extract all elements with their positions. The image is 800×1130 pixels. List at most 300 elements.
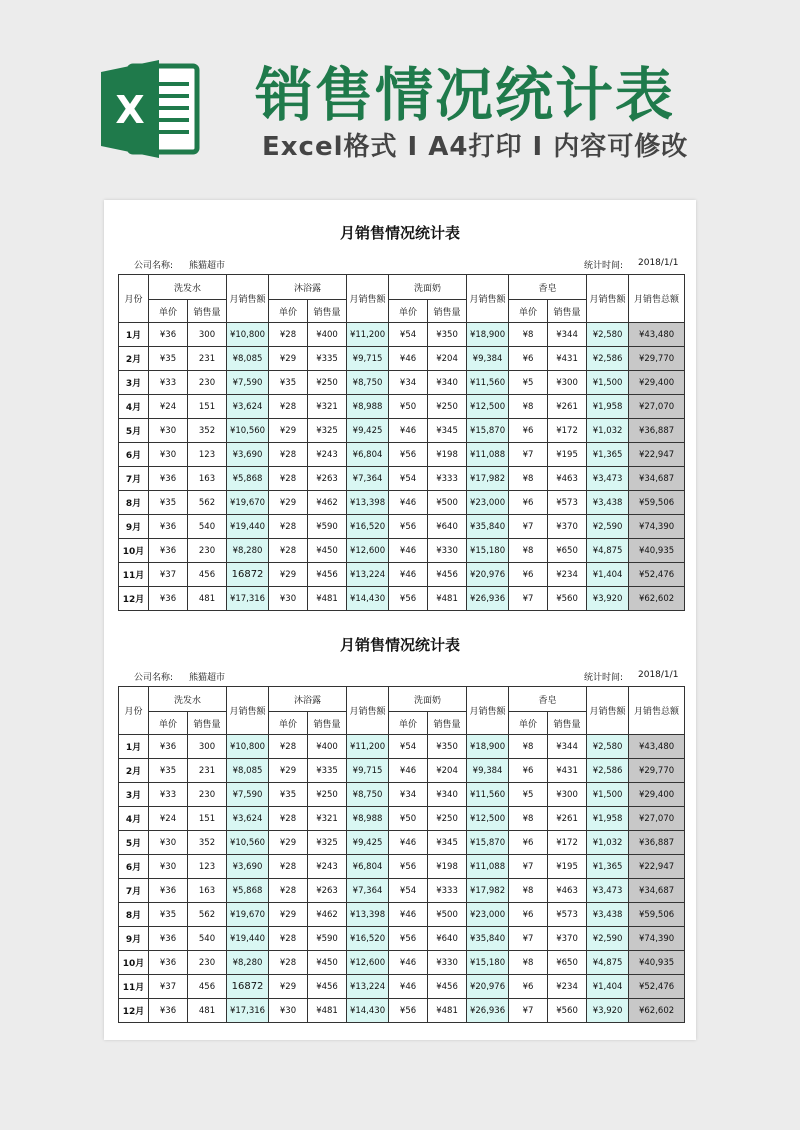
table-cell[interactable]: ¥56 bbox=[389, 443, 428, 467]
grand-total-cell[interactable]: ¥74,390 bbox=[629, 927, 685, 951]
monthly-amount-cell[interactable]: ¥14,430 bbox=[347, 999, 389, 1023]
table-cell[interactable]: ¥560 bbox=[548, 999, 587, 1023]
table-cell[interactable]: ¥34 bbox=[389, 783, 428, 807]
monthly-amount-cell[interactable]: ¥7,590 bbox=[227, 371, 269, 395]
monthly-amount-cell[interactable]: ¥2,580 bbox=[587, 323, 629, 347]
grand-total-cell[interactable]: ¥40,935 bbox=[629, 539, 685, 563]
table-cell[interactable]: ¥29 bbox=[269, 759, 308, 783]
monthly-amount-cell[interactable]: ¥9,384 bbox=[467, 347, 509, 371]
table-cell[interactable]: ¥263 bbox=[308, 467, 347, 491]
table-cell[interactable]: ¥573 bbox=[548, 491, 587, 515]
table-cell[interactable]: ¥243 bbox=[308, 855, 347, 879]
table-cell[interactable]: ¥28 bbox=[269, 951, 308, 975]
monthly-amount-cell[interactable]: ¥5,868 bbox=[227, 879, 269, 903]
table-cell[interactable]: ¥456 bbox=[308, 563, 347, 587]
monthly-amount-cell[interactable]: ¥11,560 bbox=[467, 783, 509, 807]
table-cell[interactable]: ¥30 bbox=[269, 999, 308, 1023]
table-cell[interactable]: ¥28 bbox=[269, 539, 308, 563]
table-cell[interactable]: ¥261 bbox=[548, 395, 587, 419]
monthly-amount-cell[interactable]: ¥16,520 bbox=[347, 927, 389, 951]
monthly-amount-cell[interactable]: ¥11,088 bbox=[467, 443, 509, 467]
table-cell[interactable]: ¥28 bbox=[269, 323, 308, 347]
month-cell[interactable]: 11月 bbox=[119, 563, 149, 587]
monthly-amount-cell[interactable]: ¥19,440 bbox=[227, 515, 269, 539]
month-cell[interactable]: 6月 bbox=[119, 855, 149, 879]
table-cell[interactable]: 540 bbox=[188, 515, 227, 539]
grand-total-cell[interactable]: ¥36,887 bbox=[629, 419, 685, 443]
monthly-amount-cell[interactable]: ¥12,500 bbox=[467, 395, 509, 419]
table-cell[interactable]: ¥198 bbox=[428, 443, 467, 467]
table-cell[interactable]: 456 bbox=[188, 563, 227, 587]
table-cell[interactable]: ¥261 bbox=[548, 807, 587, 831]
grand-total-cell[interactable]: ¥52,476 bbox=[629, 975, 685, 999]
monthly-amount-cell[interactable]: ¥8,280 bbox=[227, 951, 269, 975]
month-cell[interactable]: 7月 bbox=[119, 467, 149, 491]
monthly-amount-cell[interactable]: ¥8,085 bbox=[227, 347, 269, 371]
monthly-amount-cell[interactable]: ¥10,560 bbox=[227, 419, 269, 443]
table-cell[interactable]: ¥35 bbox=[269, 371, 308, 395]
table-cell[interactable]: ¥6 bbox=[509, 419, 548, 443]
table-cell[interactable]: ¥56 bbox=[389, 855, 428, 879]
grand-total-cell[interactable]: ¥22,947 bbox=[629, 855, 685, 879]
table-cell[interactable]: ¥250 bbox=[308, 371, 347, 395]
table-cell[interactable]: ¥640 bbox=[428, 515, 467, 539]
table-cell[interactable]: ¥50 bbox=[389, 807, 428, 831]
month-cell[interactable]: 4月 bbox=[119, 807, 149, 831]
month-cell[interactable]: 3月 bbox=[119, 783, 149, 807]
table-cell[interactable]: ¥29 bbox=[269, 903, 308, 927]
table-cell[interactable]: ¥8 bbox=[509, 735, 548, 759]
table-cell[interactable]: ¥8 bbox=[509, 323, 548, 347]
table-cell[interactable]: ¥24 bbox=[149, 807, 188, 831]
monthly-amount-cell[interactable]: ¥6,804 bbox=[347, 855, 389, 879]
table-cell[interactable]: ¥36 bbox=[149, 999, 188, 1023]
table-cell[interactable]: ¥335 bbox=[308, 347, 347, 371]
grand-total-cell[interactable]: ¥62,602 bbox=[629, 999, 685, 1023]
table-cell[interactable]: ¥234 bbox=[548, 975, 587, 999]
table-cell[interactable]: ¥481 bbox=[308, 999, 347, 1023]
table-cell[interactable]: ¥5 bbox=[509, 783, 548, 807]
table-cell[interactable]: ¥7 bbox=[509, 443, 548, 467]
monthly-amount-cell[interactable]: ¥9,715 bbox=[347, 759, 389, 783]
table-cell[interactable]: ¥481 bbox=[308, 587, 347, 611]
monthly-amount-cell[interactable]: ¥11,200 bbox=[347, 735, 389, 759]
table-cell[interactable]: ¥28 bbox=[269, 515, 308, 539]
table-cell[interactable]: ¥500 bbox=[428, 491, 467, 515]
table-cell[interactable]: ¥36 bbox=[149, 951, 188, 975]
grand-total-cell[interactable]: ¥43,480 bbox=[629, 323, 685, 347]
table-cell[interactable]: ¥450 bbox=[308, 539, 347, 563]
table-cell[interactable]: ¥24 bbox=[149, 395, 188, 419]
table-cell[interactable]: ¥50 bbox=[389, 395, 428, 419]
monthly-amount-cell[interactable]: ¥1,032 bbox=[587, 419, 629, 443]
table-cell[interactable]: ¥450 bbox=[308, 951, 347, 975]
table-cell[interactable]: 151 bbox=[188, 395, 227, 419]
monthly-amount-cell[interactable]: ¥17,982 bbox=[467, 879, 509, 903]
monthly-amount-cell[interactable]: ¥9,425 bbox=[347, 831, 389, 855]
table-cell[interactable]: ¥28 bbox=[269, 807, 308, 831]
grand-total-cell[interactable]: ¥22,947 bbox=[629, 443, 685, 467]
table-cell[interactable]: ¥46 bbox=[389, 491, 428, 515]
monthly-amount-cell[interactable]: ¥12,500 bbox=[467, 807, 509, 831]
table-cell[interactable]: ¥333 bbox=[428, 879, 467, 903]
month-cell[interactable]: 8月 bbox=[119, 491, 149, 515]
table-cell[interactable]: ¥344 bbox=[548, 323, 587, 347]
table-cell[interactable]: ¥370 bbox=[548, 515, 587, 539]
table-cell[interactable]: 231 bbox=[188, 759, 227, 783]
month-cell[interactable]: 12月 bbox=[119, 999, 149, 1023]
monthly-amount-cell[interactable]: ¥26,936 bbox=[467, 587, 509, 611]
table-cell[interactable]: ¥456 bbox=[308, 975, 347, 999]
table-cell[interactable]: ¥7 bbox=[509, 515, 548, 539]
grand-total-cell[interactable]: ¥74,390 bbox=[629, 515, 685, 539]
table-cell[interactable]: ¥36 bbox=[149, 515, 188, 539]
monthly-amount-cell[interactable]: ¥11,088 bbox=[467, 855, 509, 879]
monthly-amount-cell[interactable]: ¥35,840 bbox=[467, 927, 509, 951]
table-cell[interactable]: 300 bbox=[188, 323, 227, 347]
grand-total-cell[interactable]: ¥62,602 bbox=[629, 587, 685, 611]
monthly-amount-cell[interactable]: ¥8,280 bbox=[227, 539, 269, 563]
monthly-amount-cell[interactable]: ¥13,224 bbox=[347, 563, 389, 587]
table-cell[interactable]: ¥36 bbox=[149, 879, 188, 903]
table-cell[interactable]: ¥28 bbox=[269, 443, 308, 467]
table-cell[interactable]: ¥56 bbox=[389, 999, 428, 1023]
table-cell[interactable]: ¥36 bbox=[149, 927, 188, 951]
table-cell[interactable]: ¥36 bbox=[149, 735, 188, 759]
table-cell[interactable]: ¥46 bbox=[389, 347, 428, 371]
month-cell[interactable]: 1月 bbox=[119, 323, 149, 347]
grand-total-cell[interactable]: ¥27,070 bbox=[629, 395, 685, 419]
table-cell[interactable]: ¥29 bbox=[269, 975, 308, 999]
table-cell[interactable]: ¥195 bbox=[548, 443, 587, 467]
monthly-amount-cell[interactable]: ¥8,988 bbox=[347, 395, 389, 419]
monthly-amount-cell[interactable]: ¥1,500 bbox=[587, 783, 629, 807]
table-cell[interactable]: ¥321 bbox=[308, 395, 347, 419]
monthly-amount-cell[interactable]: 16872 bbox=[227, 563, 269, 587]
table-cell[interactable]: ¥250 bbox=[308, 783, 347, 807]
grand-total-cell[interactable]: ¥59,506 bbox=[629, 903, 685, 927]
table-cell[interactable]: ¥400 bbox=[308, 323, 347, 347]
monthly-amount-cell[interactable]: ¥35,840 bbox=[467, 515, 509, 539]
monthly-amount-cell[interactable]: ¥16,520 bbox=[347, 515, 389, 539]
monthly-amount-cell[interactable]: ¥17,316 bbox=[227, 587, 269, 611]
table-cell[interactable]: ¥250 bbox=[428, 395, 467, 419]
table-cell[interactable]: ¥243 bbox=[308, 443, 347, 467]
grand-total-cell[interactable]: ¥52,476 bbox=[629, 563, 685, 587]
table-cell[interactable]: ¥333 bbox=[428, 467, 467, 491]
table-cell[interactable]: ¥172 bbox=[548, 831, 587, 855]
table-cell[interactable]: ¥560 bbox=[548, 587, 587, 611]
table-cell[interactable]: ¥370 bbox=[548, 927, 587, 951]
table-cell[interactable]: ¥46 bbox=[389, 903, 428, 927]
table-cell[interactable]: 163 bbox=[188, 467, 227, 491]
monthly-amount-cell[interactable]: ¥1,958 bbox=[587, 395, 629, 419]
grand-total-cell[interactable]: ¥43,480 bbox=[629, 735, 685, 759]
table-cell[interactable]: 481 bbox=[188, 587, 227, 611]
table-cell[interactable]: ¥8 bbox=[509, 395, 548, 419]
monthly-amount-cell[interactable]: ¥18,900 bbox=[467, 323, 509, 347]
table-cell[interactable]: ¥56 bbox=[389, 587, 428, 611]
table-cell[interactable]: ¥263 bbox=[308, 879, 347, 903]
table-cell[interactable]: ¥29 bbox=[269, 491, 308, 515]
grand-total-cell[interactable]: ¥59,506 bbox=[629, 491, 685, 515]
month-cell[interactable]: 10月 bbox=[119, 539, 149, 563]
table-cell[interactable]: ¥46 bbox=[389, 419, 428, 443]
month-cell[interactable]: 5月 bbox=[119, 831, 149, 855]
monthly-amount-cell[interactable]: ¥3,473 bbox=[587, 879, 629, 903]
monthly-amount-cell[interactable]: ¥15,180 bbox=[467, 539, 509, 563]
table-cell[interactable]: ¥198 bbox=[428, 855, 467, 879]
monthly-amount-cell[interactable]: ¥9,425 bbox=[347, 419, 389, 443]
table-cell[interactable]: ¥28 bbox=[269, 735, 308, 759]
monthly-amount-cell[interactable]: ¥8,750 bbox=[347, 371, 389, 395]
monthly-amount-cell[interactable]: ¥12,600 bbox=[347, 539, 389, 563]
monthly-amount-cell[interactable]: ¥9,384 bbox=[467, 759, 509, 783]
table-cell[interactable]: ¥29 bbox=[269, 347, 308, 371]
table-cell[interactable]: ¥5 bbox=[509, 371, 548, 395]
grand-total-cell[interactable]: ¥34,687 bbox=[629, 879, 685, 903]
table-cell[interactable]: ¥36 bbox=[149, 323, 188, 347]
table-cell[interactable]: ¥29 bbox=[269, 419, 308, 443]
table-cell[interactable]: ¥321 bbox=[308, 807, 347, 831]
table-cell[interactable]: ¥46 bbox=[389, 759, 428, 783]
monthly-amount-cell[interactable]: ¥10,800 bbox=[227, 735, 269, 759]
table-cell[interactable]: ¥456 bbox=[428, 563, 467, 587]
monthly-amount-cell[interactable]: ¥13,398 bbox=[347, 903, 389, 927]
table-cell[interactable]: ¥650 bbox=[548, 951, 587, 975]
monthly-amount-cell[interactable]: ¥3,690 bbox=[227, 443, 269, 467]
monthly-amount-cell[interactable]: ¥3,438 bbox=[587, 491, 629, 515]
table-cell[interactable]: ¥36 bbox=[149, 539, 188, 563]
table-cell[interactable]: 562 bbox=[188, 903, 227, 927]
table-cell[interactable]: 230 bbox=[188, 783, 227, 807]
month-cell[interactable]: 11月 bbox=[119, 975, 149, 999]
table-cell[interactable]: ¥300 bbox=[548, 371, 587, 395]
table-cell[interactable]: ¥6 bbox=[509, 903, 548, 927]
month-cell[interactable]: 12月 bbox=[119, 587, 149, 611]
table-cell[interactable]: ¥33 bbox=[149, 783, 188, 807]
table-cell[interactable]: 352 bbox=[188, 831, 227, 855]
grand-total-cell[interactable]: ¥29,770 bbox=[629, 759, 685, 783]
table-cell[interactable]: ¥330 bbox=[428, 539, 467, 563]
table-cell[interactable]: ¥195 bbox=[548, 855, 587, 879]
monthly-amount-cell[interactable]: ¥15,180 bbox=[467, 951, 509, 975]
grand-total-cell[interactable]: ¥29,400 bbox=[629, 371, 685, 395]
monthly-amount-cell[interactable]: ¥10,800 bbox=[227, 323, 269, 347]
table-cell[interactable]: ¥6 bbox=[509, 975, 548, 999]
table-cell[interactable]: ¥30 bbox=[149, 419, 188, 443]
table-cell[interactable]: ¥8 bbox=[509, 467, 548, 491]
monthly-amount-cell[interactable]: ¥15,870 bbox=[467, 419, 509, 443]
monthly-amount-cell[interactable]: ¥3,438 bbox=[587, 903, 629, 927]
table-cell[interactable]: ¥330 bbox=[428, 951, 467, 975]
table-cell[interactable]: ¥234 bbox=[548, 563, 587, 587]
month-cell[interactable]: 10月 bbox=[119, 951, 149, 975]
table-cell[interactable]: ¥30 bbox=[149, 855, 188, 879]
monthly-amount-cell[interactable]: ¥17,316 bbox=[227, 999, 269, 1023]
table-cell[interactable]: ¥46 bbox=[389, 563, 428, 587]
monthly-amount-cell[interactable]: ¥2,580 bbox=[587, 735, 629, 759]
table-cell[interactable]: ¥345 bbox=[428, 419, 467, 443]
table-cell[interactable]: ¥462 bbox=[308, 903, 347, 927]
monthly-amount-cell[interactable]: ¥1,500 bbox=[587, 371, 629, 395]
table-cell[interactable]: ¥33 bbox=[149, 371, 188, 395]
monthly-amount-cell[interactable]: ¥5,868 bbox=[227, 467, 269, 491]
monthly-amount-cell[interactable]: ¥7,364 bbox=[347, 467, 389, 491]
month-cell[interactable]: 7月 bbox=[119, 879, 149, 903]
monthly-amount-cell[interactable]: ¥3,920 bbox=[587, 999, 629, 1023]
table-cell[interactable]: ¥481 bbox=[428, 999, 467, 1023]
table-cell[interactable]: ¥350 bbox=[428, 323, 467, 347]
monthly-amount-cell[interactable]: ¥13,398 bbox=[347, 491, 389, 515]
table-cell[interactable]: ¥431 bbox=[548, 347, 587, 371]
monthly-amount-cell[interactable]: ¥1,404 bbox=[587, 975, 629, 999]
monthly-amount-cell[interactable]: ¥3,624 bbox=[227, 807, 269, 831]
table-cell[interactable]: ¥344 bbox=[548, 735, 587, 759]
table-cell[interactable]: ¥463 bbox=[548, 467, 587, 491]
monthly-amount-cell[interactable]: ¥1,958 bbox=[587, 807, 629, 831]
table-cell[interactable]: ¥7 bbox=[509, 927, 548, 951]
table-cell[interactable]: ¥590 bbox=[308, 515, 347, 539]
table-cell[interactable]: 456 bbox=[188, 975, 227, 999]
table-cell[interactable]: ¥54 bbox=[389, 323, 428, 347]
table-cell[interactable]: ¥481 bbox=[428, 587, 467, 611]
table-cell[interactable]: ¥431 bbox=[548, 759, 587, 783]
table-cell[interactable]: ¥325 bbox=[308, 831, 347, 855]
grand-total-cell[interactable]: ¥29,400 bbox=[629, 783, 685, 807]
table-cell[interactable]: ¥46 bbox=[389, 975, 428, 999]
table-cell[interactable]: 230 bbox=[188, 371, 227, 395]
table-cell[interactable]: ¥35 bbox=[269, 783, 308, 807]
table-cell[interactable]: 562 bbox=[188, 491, 227, 515]
table-cell[interactable]: ¥340 bbox=[428, 371, 467, 395]
table-cell[interactable]: ¥28 bbox=[269, 927, 308, 951]
table-cell[interactable]: 151 bbox=[188, 807, 227, 831]
table-cell[interactable]: ¥37 bbox=[149, 563, 188, 587]
monthly-amount-cell[interactable]: ¥4,875 bbox=[587, 951, 629, 975]
table-cell[interactable]: 230 bbox=[188, 951, 227, 975]
month-cell[interactable]: 6月 bbox=[119, 443, 149, 467]
table-cell[interactable]: ¥573 bbox=[548, 903, 587, 927]
monthly-amount-cell[interactable]: ¥23,000 bbox=[467, 491, 509, 515]
month-cell[interactable]: 2月 bbox=[119, 759, 149, 783]
month-cell[interactable]: 9月 bbox=[119, 927, 149, 951]
table-cell[interactable]: 230 bbox=[188, 539, 227, 563]
table-cell[interactable]: ¥54 bbox=[389, 467, 428, 491]
month-cell[interactable]: 5月 bbox=[119, 419, 149, 443]
monthly-amount-cell[interactable]: ¥17,982 bbox=[467, 467, 509, 491]
table-cell[interactable]: ¥8 bbox=[509, 879, 548, 903]
monthly-amount-cell[interactable]: ¥1,032 bbox=[587, 831, 629, 855]
table-cell[interactable]: ¥36 bbox=[149, 467, 188, 491]
monthly-amount-cell[interactable]: ¥18,900 bbox=[467, 735, 509, 759]
monthly-amount-cell[interactable]: ¥2,590 bbox=[587, 515, 629, 539]
table-cell[interactable]: ¥29 bbox=[269, 563, 308, 587]
monthly-amount-cell[interactable]: ¥14,430 bbox=[347, 587, 389, 611]
table-cell[interactable]: ¥400 bbox=[308, 735, 347, 759]
table-cell[interactable]: ¥204 bbox=[428, 347, 467, 371]
table-cell[interactable]: 123 bbox=[188, 855, 227, 879]
monthly-amount-cell[interactable]: ¥13,224 bbox=[347, 975, 389, 999]
table-cell[interactable]: ¥46 bbox=[389, 831, 428, 855]
table-cell[interactable]: ¥28 bbox=[269, 879, 308, 903]
table-cell[interactable]: 540 bbox=[188, 927, 227, 951]
monthly-amount-cell[interactable]: ¥19,670 bbox=[227, 491, 269, 515]
table-cell[interactable]: ¥46 bbox=[389, 951, 428, 975]
monthly-amount-cell[interactable]: 16872 bbox=[227, 975, 269, 999]
table-cell[interactable]: ¥54 bbox=[389, 735, 428, 759]
monthly-amount-cell[interactable]: ¥8,085 bbox=[227, 759, 269, 783]
month-cell[interactable]: 9月 bbox=[119, 515, 149, 539]
monthly-amount-cell[interactable]: ¥4,875 bbox=[587, 539, 629, 563]
monthly-amount-cell[interactable]: ¥3,473 bbox=[587, 467, 629, 491]
table-cell[interactable]: ¥46 bbox=[389, 539, 428, 563]
table-cell[interactable]: ¥36 bbox=[149, 587, 188, 611]
table-cell[interactable]: ¥350 bbox=[428, 735, 467, 759]
table-cell[interactable]: ¥7 bbox=[509, 999, 548, 1023]
table-cell[interactable]: ¥6 bbox=[509, 347, 548, 371]
table-cell[interactable]: ¥28 bbox=[269, 855, 308, 879]
monthly-amount-cell[interactable]: ¥1,404 bbox=[587, 563, 629, 587]
monthly-amount-cell[interactable]: ¥9,715 bbox=[347, 347, 389, 371]
table-cell[interactable]: ¥8 bbox=[509, 539, 548, 563]
monthly-amount-cell[interactable]: ¥2,590 bbox=[587, 927, 629, 951]
table-cell[interactable]: ¥640 bbox=[428, 927, 467, 951]
table-cell[interactable]: ¥325 bbox=[308, 419, 347, 443]
monthly-amount-cell[interactable]: ¥12,600 bbox=[347, 951, 389, 975]
table-cell[interactable]: ¥6 bbox=[509, 563, 548, 587]
monthly-amount-cell[interactable]: ¥15,870 bbox=[467, 831, 509, 855]
month-cell[interactable]: 1月 bbox=[119, 735, 149, 759]
table-cell[interactable]: ¥6 bbox=[509, 491, 548, 515]
table-cell[interactable]: ¥35 bbox=[149, 491, 188, 515]
month-cell[interactable]: 8月 bbox=[119, 903, 149, 927]
monthly-amount-cell[interactable]: ¥1,365 bbox=[587, 443, 629, 467]
monthly-amount-cell[interactable]: ¥11,200 bbox=[347, 323, 389, 347]
table-cell[interactable]: ¥37 bbox=[149, 975, 188, 999]
grand-total-cell[interactable]: ¥40,935 bbox=[629, 951, 685, 975]
table-cell[interactable]: 300 bbox=[188, 735, 227, 759]
table-cell[interactable]: ¥590 bbox=[308, 927, 347, 951]
table-cell[interactable]: ¥6 bbox=[509, 831, 548, 855]
table-cell[interactable]: 163 bbox=[188, 879, 227, 903]
table-cell[interactable]: ¥463 bbox=[548, 879, 587, 903]
grand-total-cell[interactable]: ¥29,770 bbox=[629, 347, 685, 371]
monthly-amount-cell[interactable]: ¥1,365 bbox=[587, 855, 629, 879]
monthly-amount-cell[interactable]: ¥6,804 bbox=[347, 443, 389, 467]
table-cell[interactable]: ¥345 bbox=[428, 831, 467, 855]
grand-total-cell[interactable]: ¥34,687 bbox=[629, 467, 685, 491]
table-cell[interactable]: ¥204 bbox=[428, 759, 467, 783]
table-cell[interactable]: 352 bbox=[188, 419, 227, 443]
monthly-amount-cell[interactable]: ¥20,976 bbox=[467, 975, 509, 999]
table-cell[interactable]: ¥30 bbox=[149, 443, 188, 467]
table-cell[interactable]: ¥172 bbox=[548, 419, 587, 443]
table-cell[interactable]: ¥35 bbox=[149, 347, 188, 371]
table-cell[interactable]: ¥335 bbox=[308, 759, 347, 783]
table-cell[interactable]: ¥650 bbox=[548, 539, 587, 563]
table-cell[interactable]: ¥8 bbox=[509, 951, 548, 975]
table-cell[interactable]: ¥30 bbox=[149, 831, 188, 855]
table-cell[interactable]: ¥30 bbox=[269, 587, 308, 611]
monthly-amount-cell[interactable]: ¥26,936 bbox=[467, 999, 509, 1023]
table-cell[interactable]: ¥462 bbox=[308, 491, 347, 515]
monthly-amount-cell[interactable]: ¥3,690 bbox=[227, 855, 269, 879]
monthly-amount-cell[interactable]: ¥23,000 bbox=[467, 903, 509, 927]
table-cell[interactable]: ¥28 bbox=[269, 467, 308, 491]
monthly-amount-cell[interactable]: ¥8,988 bbox=[347, 807, 389, 831]
table-cell[interactable]: ¥500 bbox=[428, 903, 467, 927]
